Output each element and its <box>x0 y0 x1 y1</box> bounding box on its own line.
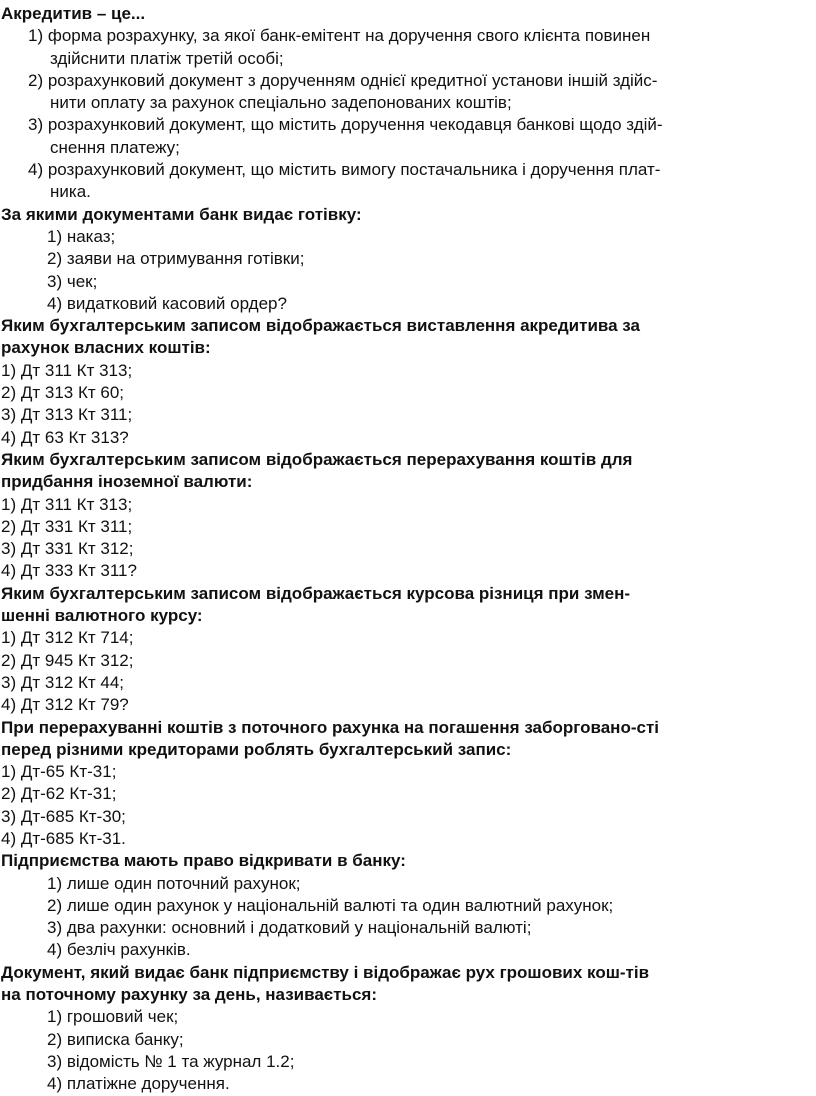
answer-item: 4) Дт 333 Кт 311? <box>1 561 137 581</box>
answer-line-continued: здійснити платіж третій особі; <box>50 48 284 68</box>
question-title-line: Яким бухгалтерським записом відображається виставлення акредитива за <box>1 316 640 336</box>
question-title <box>1 717 802 762</box>
question-title-line: перед різними кредиторами роблять бухгалтерський запис: <box>1 739 512 759</box>
question-7 <box>1 850 802 961</box>
answer-item <box>1 159 802 204</box>
answer-item: 2) Дт 313 Кт 60; <box>1 383 124 403</box>
answer-item: 3) Дт 331 Кт 312; <box>1 539 134 559</box>
question-4 <box>1 449 802 583</box>
question-title-line: При перерахуванні коштів з поточного рахунка на погашення заборговано-сті <box>1 717 660 737</box>
answer-line: 1) форма розрахунку, за якої банк-емітент на доручення свого клієнта повинен <box>28 26 651 46</box>
answer-line: 4) розрахунковий документ, що містить вимогу постачальника і доручення плат- <box>28 160 661 180</box>
answer-item: 3) Дт-685 Кт-30; <box>1 806 126 826</box>
answer-item: 4) Дт 63 Кт 313? <box>1 427 129 447</box>
answer-list <box>1 761 802 850</box>
answer-item <box>1 114 802 159</box>
question-2 <box>1 204 802 315</box>
answer-item: 2) Дт-62 Кт-31; <box>1 784 117 804</box>
answer-list <box>1 1006 802 1095</box>
answer-item: 2) Дт 331 Кт 311; <box>1 516 133 536</box>
question-3 <box>1 315 802 449</box>
answer-item: 2) заяви на отримування готівки; <box>47 249 305 269</box>
answer-item: 1) наказ; <box>47 226 116 246</box>
answer-item: 4) Дт 312 Кт 79? <box>1 695 129 715</box>
answer-item: 1) лише один поточний рахунок; <box>47 873 301 893</box>
answer-item: 2) Дт 945 Кт 312; <box>1 650 134 670</box>
question-6 <box>1 717 802 851</box>
answer-item: 4) Дт-685 Кт-31. <box>1 828 126 848</box>
question-title <box>1 583 802 628</box>
question-title <box>1 962 802 1007</box>
answer-item: 3) Дт 312 Кт 44; <box>1 672 124 692</box>
answer-line-continued: снення платежу; <box>50 137 180 157</box>
answer-line-continued: нити оплату за рахунок спеціально задепонованих коштів; <box>50 93 512 113</box>
question-title-line: придбання іноземної валюти: <box>1 472 253 492</box>
answer-item: 1) Дт-65 Кт-31; <box>1 762 117 782</box>
answer-item: 3) Дт 313 Кт 311; <box>1 405 133 425</box>
question-title-line: Документ, який видає банк підприємству і відображає рух грошових кош-тів <box>1 962 650 982</box>
question-title-line: шенні валютного курсу: <box>1 606 203 626</box>
answer-item: 1) Дт 311 Кт 313; <box>1 360 133 380</box>
answer-list <box>1 25 802 203</box>
question-1 <box>1 3 802 204</box>
question-5 <box>1 583 802 717</box>
question-8 <box>1 962 802 1096</box>
question-title-line: Яким бухгалтерським записом відображається перерахування коштів для <box>1 449 633 469</box>
answer-item: 1) Дт 311 Кт 313; <box>1 494 133 514</box>
answer-list <box>1 494 802 583</box>
answer-list <box>1 627 802 716</box>
answer-line: 3) розрахунковий документ, що містить доручення чекодавця банкові щодо здій- <box>28 115 663 135</box>
question-title: За якими документами банк видає готівку: <box>1 204 362 224</box>
question-title-line: на поточному рахунку за день, називається: <box>1 985 378 1005</box>
answer-item: 4) видатковий касовий ордер? <box>47 293 287 313</box>
answer-list <box>1 226 802 315</box>
answer-line-continued: ника. <box>50 182 91 202</box>
question-title-line: рахунок власних коштів: <box>1 338 211 358</box>
answer-item: 1) грошовий чек; <box>47 1007 179 1027</box>
answer-list <box>1 873 802 962</box>
question-title: Акредитив – це... <box>1 4 146 23</box>
answer-list <box>1 360 802 449</box>
answer-item: 3) два рахунки: основний і додатковий у національній валюті; <box>47 918 532 938</box>
answer-item <box>1 70 802 115</box>
answer-item <box>1 25 802 70</box>
question-title <box>1 315 802 360</box>
answer-item: 4) платіжне доручення. <box>47 1074 230 1094</box>
answer-item: 4) безліч рахунків. <box>47 940 191 960</box>
answer-item: 3) відомість № 1 та журнал 1.2; <box>47 1051 295 1071</box>
answer-line: 2) розрахунковий документ з дорученням однієї кредитної установи іншій здійс- <box>28 70 658 90</box>
answer-item: 1) Дт 312 Кт 714; <box>1 628 134 648</box>
question-title: Підприємства мають право відкривати в банку: <box>1 851 406 871</box>
answer-item: 2) лише один рахунок у національній валюті та один валютний рахунок; <box>47 895 614 915</box>
answer-item: 2) виписка банку; <box>47 1029 184 1049</box>
question-title <box>1 449 802 494</box>
answer-item: 3) чек; <box>47 271 98 291</box>
question-title-line: Яким бухгалтерським записом відображається курсова різниця при змен- <box>1 583 631 603</box>
